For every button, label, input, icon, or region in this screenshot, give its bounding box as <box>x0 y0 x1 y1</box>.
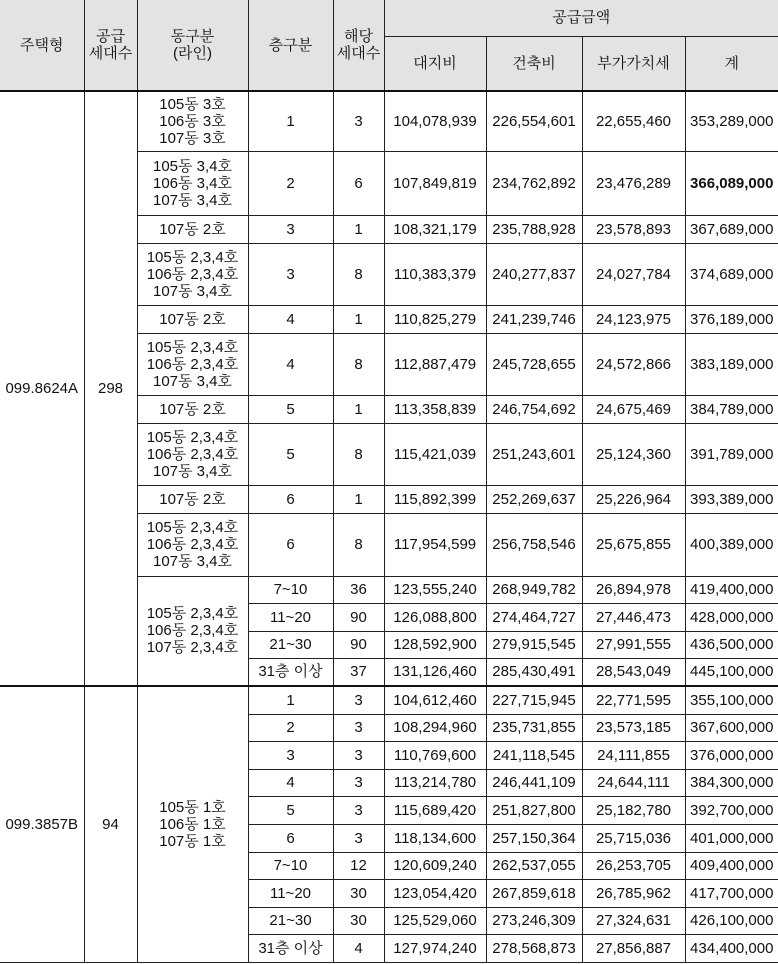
cell-units: 8 <box>333 513 384 576</box>
cell-floor: 1 <box>248 91 333 151</box>
table-row <box>0 686 778 714</box>
cell-floor: 6 <box>248 824 333 852</box>
cell-total: 428,000,000 <box>685 603 778 631</box>
cell-vat: 26,253,705 <box>582 852 685 879</box>
cell-total: 393,389,000 <box>685 485 778 513</box>
cell-total: 426,100,000 <box>685 907 778 934</box>
cell-floor: 4 <box>248 305 333 333</box>
header-supply-units: 공급 세대수 <box>84 0 137 91</box>
cell-building-cost: 235,788,928 <box>486 215 582 243</box>
cell-building: 105동 2,3,4호 106동 2,3,4호 107동 3,4호 <box>137 423 248 485</box>
cell-vat: 25,182,780 <box>582 796 685 824</box>
cell-units: 3 <box>333 714 384 741</box>
cell-building: 105동 2,3,4호 106동 2,3,4호 107동 3,4호 <box>137 333 248 395</box>
cell-total: 384,789,000 <box>685 395 778 423</box>
cell-total: 417,700,000 <box>685 879 778 907</box>
cell-land: 128,592,900 <box>384 631 486 658</box>
cell-units: 6 <box>333 151 384 215</box>
cell-units: 3 <box>333 824 384 852</box>
cell-land: 110,383,379 <box>384 243 486 305</box>
cell-land: 113,358,839 <box>384 395 486 423</box>
cell-units: 8 <box>333 243 384 305</box>
cell-building-cost: 285,430,491 <box>486 658 582 686</box>
cell-vat: 25,675,855 <box>582 513 685 576</box>
cell-floor: 3 <box>248 243 333 305</box>
cell-building: 105동 3호 106동 3호 107동 3호 <box>137 91 248 151</box>
cell-total: 409,400,000 <box>685 852 778 879</box>
cell-units: 4 <box>333 934 384 962</box>
cell-land: 118,134,600 <box>384 824 486 852</box>
cell-units: 1 <box>333 395 384 423</box>
cell-floor: 2 <box>248 714 333 741</box>
cell-total: 419,400,000 <box>685 576 778 603</box>
group-a <box>0 91 778 686</box>
cell-land: 117,954,599 <box>384 513 486 576</box>
cell-total: 353,289,000 <box>685 91 778 151</box>
cell-type: 099.8624A <box>0 91 84 686</box>
header-units: 해당 세대수 <box>333 0 384 91</box>
cell-floor: 7~10 <box>248 852 333 879</box>
cell-building-cost: 268,949,782 <box>486 576 582 603</box>
cell-total: 400,389,000 <box>685 513 778 576</box>
header-floor: 층구분 <box>248 0 333 91</box>
cell-vat: 24,644,111 <box>582 769 685 796</box>
cell-land: 110,825,279 <box>384 305 486 333</box>
cell-total: 366,089,000 <box>685 151 778 215</box>
cell-units: 3 <box>333 796 384 824</box>
group-b <box>0 686 778 962</box>
header-price-group: 공급금액 <box>384 0 778 36</box>
cell-vat: 26,894,978 <box>582 576 685 603</box>
cell-building-cost: 274,464,727 <box>486 603 582 631</box>
cell-vat: 25,124,360 <box>582 423 685 485</box>
cell-building-cost: 251,827,800 <box>486 796 582 824</box>
cell-supply-units: 94 <box>84 686 137 962</box>
cell-land: 127,974,240 <box>384 934 486 962</box>
cell-land: 115,421,039 <box>384 423 486 485</box>
header-type: 주택형 <box>0 0 84 91</box>
cell-vat: 27,856,887 <box>582 934 685 962</box>
cell-building: 105동 2,3,4호 106동 2,3,4호 107동 2,3,4호 <box>137 576 248 686</box>
cell-floor: 5 <box>248 395 333 423</box>
cell-building: 105동 2,3,4호 106동 2,3,4호 107동 3,4호 <box>137 243 248 305</box>
cell-land: 104,612,460 <box>384 686 486 714</box>
cell-building-cost: 246,754,692 <box>486 395 582 423</box>
cell-building: 107동 2호 <box>137 305 248 333</box>
cell-land: 120,609,240 <box>384 852 486 879</box>
cell-building-cost: 226,554,601 <box>486 91 582 151</box>
cell-vat: 24,675,469 <box>582 395 685 423</box>
cell-floor: 11~20 <box>248 603 333 631</box>
cell-total: 367,600,000 <box>685 714 778 741</box>
cell-units: 37 <box>333 658 384 686</box>
cell-building-cost: 273,246,309 <box>486 907 582 934</box>
cell-floor: 31층 이상 <box>248 658 333 686</box>
cell-building-cost: 227,715,945 <box>486 686 582 714</box>
cell-floor: 4 <box>248 769 333 796</box>
cell-total: 401,000,000 <box>685 824 778 852</box>
cell-building-cost: 240,277,837 <box>486 243 582 305</box>
cell-vat: 25,715,036 <box>582 824 685 852</box>
cell-building-cost: 246,441,109 <box>486 769 582 796</box>
cell-vat: 25,226,964 <box>582 485 685 513</box>
cell-units: 1 <box>333 215 384 243</box>
cell-units: 30 <box>333 879 384 907</box>
cell-total: 376,000,000 <box>685 741 778 769</box>
cell-building-cost: 279,915,545 <box>486 631 582 658</box>
cell-total: 384,300,000 <box>685 769 778 796</box>
cell-units: 90 <box>333 631 384 658</box>
cell-land: 123,555,240 <box>384 576 486 603</box>
cell-vat: 27,446,473 <box>582 603 685 631</box>
cell-units: 36 <box>333 576 384 603</box>
cell-building-cost: 251,243,601 <box>486 423 582 485</box>
cell-building-cost: 257,150,364 <box>486 824 582 852</box>
cell-floor: 1 <box>248 686 333 714</box>
cell-building-cost: 267,859,618 <box>486 879 582 907</box>
cell-land: 108,294,960 <box>384 714 486 741</box>
cell-floor: 31층 이상 <box>248 934 333 962</box>
cell-vat: 22,655,460 <box>582 91 685 151</box>
cell-units: 1 <box>333 305 384 333</box>
cell-floor: 6 <box>248 513 333 576</box>
cell-vat: 24,111,855 <box>582 741 685 769</box>
cell-floor: 11~20 <box>248 879 333 907</box>
cell-land: 123,054,420 <box>384 879 486 907</box>
cell-building-cost: 241,118,545 <box>486 741 582 769</box>
cell-land: 110,769,600 <box>384 741 486 769</box>
cell-vat: 23,573,185 <box>582 714 685 741</box>
cell-land: 108,321,179 <box>384 215 486 243</box>
cell-land: 131,126,460 <box>384 658 486 686</box>
cell-land: 126,088,800 <box>384 603 486 631</box>
cell-floor: 3 <box>248 741 333 769</box>
cell-supply-units: 298 <box>84 91 137 686</box>
cell-floor: 5 <box>248 796 333 824</box>
cell-floor: 2 <box>248 151 333 215</box>
header-vat: 부가가치세 <box>582 36 685 91</box>
cell-units: 3 <box>333 769 384 796</box>
cell-total: 374,689,000 <box>685 243 778 305</box>
cell-building-cost: 234,762,892 <box>486 151 582 215</box>
cell-total: 376,189,000 <box>685 305 778 333</box>
cell-vat: 23,578,893 <box>582 215 685 243</box>
cell-land: 113,214,780 <box>384 769 486 796</box>
cell-vat: 24,572,866 <box>582 333 685 395</box>
cell-building: 105동 2,3,4호 106동 2,3,4호 107동 3,4호 <box>137 513 248 576</box>
cell-vat: 23,476,289 <box>582 151 685 215</box>
cell-units: 3 <box>333 686 384 714</box>
cell-building: 107동 2호 <box>137 395 248 423</box>
cell-building-cost: 262,537,055 <box>486 852 582 879</box>
cell-land: 107,849,819 <box>384 151 486 215</box>
cell-total: 392,700,000 <box>685 796 778 824</box>
cell-units: 3 <box>333 741 384 769</box>
cell-total: 391,789,000 <box>685 423 778 485</box>
cell-building: 107동 2호 <box>137 215 248 243</box>
cell-total: 445,100,000 <box>685 658 778 686</box>
cell-floor: 5 <box>248 423 333 485</box>
cell-vat: 24,027,784 <box>582 243 685 305</box>
cell-units: 8 <box>333 333 384 395</box>
cell-vat: 24,123,975 <box>582 305 685 333</box>
cell-floor: 4 <box>248 333 333 395</box>
cell-total: 355,100,000 <box>685 686 778 714</box>
cell-total: 383,189,000 <box>685 333 778 395</box>
cell-building-cost: 245,728,655 <box>486 333 582 395</box>
cell-vat: 27,991,555 <box>582 631 685 658</box>
cell-units: 8 <box>333 423 384 485</box>
cell-type: 099.3857B <box>0 686 84 962</box>
cell-vat: 27,324,631 <box>582 907 685 934</box>
table-row <box>0 91 778 151</box>
cell-land: 112,887,479 <box>384 333 486 395</box>
cell-land: 104,078,939 <box>384 91 486 151</box>
cell-building-cost: 235,731,855 <box>486 714 582 741</box>
cell-floor: 21~30 <box>248 907 333 934</box>
table-header <box>0 0 778 91</box>
cell-floor: 3 <box>248 215 333 243</box>
cell-land: 125,529,060 <box>384 907 486 934</box>
cell-total: 436,500,000 <box>685 631 778 658</box>
cell-building-cost: 278,568,873 <box>486 934 582 962</box>
cell-land: 115,892,399 <box>384 485 486 513</box>
header-building-cost: 건축비 <box>486 36 582 91</box>
cell-floor: 6 <box>248 485 333 513</box>
cell-building: 105동 1호 106동 1호 107동 1호 <box>137 686 248 962</box>
header-total: 계 <box>685 36 778 91</box>
cell-units: 1 <box>333 485 384 513</box>
cell-units: 12 <box>333 852 384 879</box>
cell-vat: 28,543,049 <box>582 658 685 686</box>
cell-vat: 22,771,595 <box>582 686 685 714</box>
cell-floor: 21~30 <box>248 631 333 658</box>
cell-vat: 26,785,962 <box>582 879 685 907</box>
cell-total: 367,689,000 <box>685 215 778 243</box>
cell-units: 90 <box>333 603 384 631</box>
cell-building-cost: 252,269,637 <box>486 485 582 513</box>
cell-building: 105동 3,4호 106동 3,4호 107동 3,4호 <box>137 151 248 215</box>
cell-floor: 7~10 <box>248 576 333 603</box>
header-land: 대지비 <box>384 36 486 91</box>
cell-building: 107동 2호 <box>137 485 248 513</box>
cell-units: 30 <box>333 907 384 934</box>
cell-units: 3 <box>333 91 384 151</box>
header-building: 동구분 (라인) <box>137 0 248 91</box>
cell-land: 115,689,420 <box>384 796 486 824</box>
cell-total: 434,400,000 <box>685 934 778 962</box>
cell-building-cost: 241,239,746 <box>486 305 582 333</box>
cell-building-cost: 256,758,546 <box>486 513 582 576</box>
